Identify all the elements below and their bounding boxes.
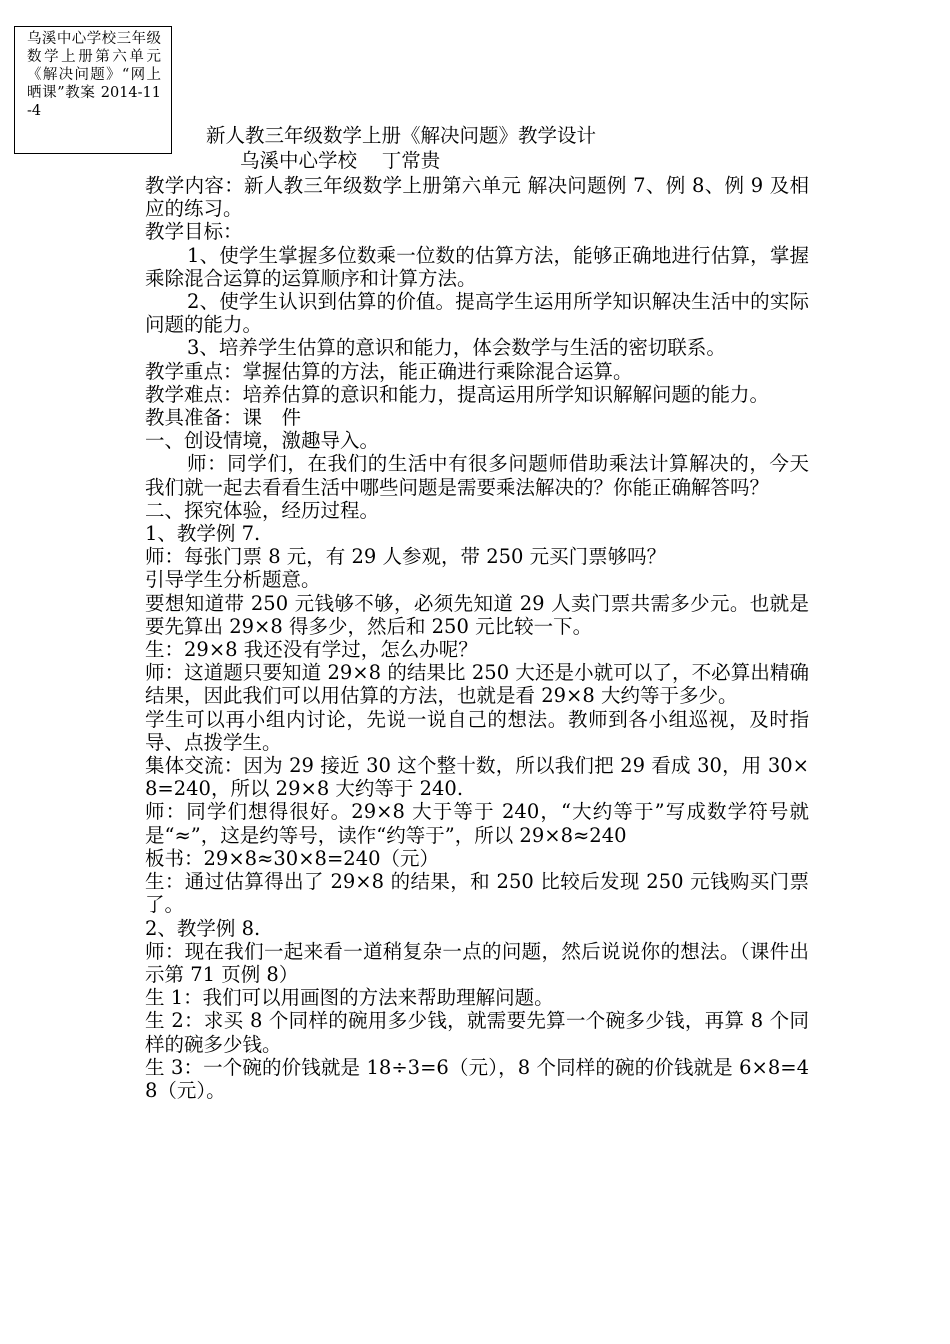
- body-paragraph: 生：通过估算得出了 29×8 的结果，和 250 比较后发现 250 元钱购买门票了。: [145, 870, 809, 917]
- body-paragraph: 教学重点：掌握估算的方法，能正确进行乘除混合运算。: [145, 359, 633, 383]
- document-author: 乌溪中心学校 丁常贵: [240, 149, 441, 172]
- body-paragraph: 教学目标：: [145, 220, 243, 244]
- body-paragraph: 师：同学们想得很好。29×8 大于等于 240，“大约等于”写成数学符号就是“≈”，这是约等号，读作“约等于”，所以 29×8≈240: [145, 800, 809, 847]
- body-paragraph: 师：这道题只要知道 29×8 的结果比 250 大还是小就可以了，不必算出精确结果，因此我们可以用估算的方法，也就是看 29×8 大约等于多少。: [145, 661, 809, 708]
- body-paragraph: 集体交流：因为 29 接近 30 这个整十数，所以我们把 29 看成 30，用 30×8=240，所以 29×8 大约等于 240.: [145, 754, 809, 801]
- body-paragraph: 教具准备：课 件: [145, 406, 302, 430]
- body-paragraph: 3、培养学生估算的意识和能力，体会数学与生活的密切联系。: [187, 336, 726, 360]
- body-paragraph: 师：同学们，在我们的生活中有很多问题师借助乘法计算解决的，今天我们就一起去看看生活中哪些问题是需要乘法解决的？你能正确解答吗？: [145, 452, 809, 499]
- document-body: [145, 174, 809, 1102]
- body-paragraph: 师：现在我们一起来看一道稍复杂一点的问题，然后说说你的想法。（课件出示第 71 页例 8）: [145, 939, 809, 986]
- body-paragraph: 板书：29×8≈30×8=240（元）: [145, 846, 440, 870]
- header-note-box: 乌溪中心学校三年级数学上册第六单元《解决问题》“网上晒课”教案 2014-11-4: [14, 26, 172, 154]
- body-paragraph: 一、创设情境，激趣导入。: [145, 429, 380, 453]
- body-paragraph: 2、使学生认识到估算的价值。提高学生运用所学知识解决生活中的实际问题的能力。: [145, 290, 809, 337]
- body-paragraph: 生 2：求买 8 个同样的碗用多少钱，就需要先算一个碗多少钱，再算 8 个同样的碗多少钱。: [145, 1009, 809, 1056]
- document-title: 新人教三年级数学上册《解决问题》教学设计: [206, 124, 597, 147]
- body-paragraph: 生：29×8 我还没有学过，怎么办呢？: [145, 638, 478, 662]
- body-paragraph: 师：每张门票 8 元，有 29 人参观，带 250 元买门票够吗？: [145, 545, 667, 569]
- body-paragraph: 教学难点：培养估算的意识和能力，提高运用所学知识解解问题的能力。: [145, 382, 770, 406]
- body-paragraph: 学生可以再小组内讨论，先说一说自己的想法。教师到各小组巡视，及时指导、点拨学生。: [145, 707, 809, 754]
- body-paragraph: 二、探究体验，经历过程。: [145, 498, 380, 522]
- body-paragraph: 生 1：我们可以用画图的方法来帮助理解问题。: [145, 986, 554, 1010]
- body-paragraph: 1、教学例 7.: [145, 522, 261, 546]
- body-paragraph: 2、教学例 8.: [145, 916, 261, 940]
- body-paragraph: 1、使学生掌握多位数乘一位数的估算方法，能够正确地进行估算，掌握乘除混合运算的运算顺序和计算方法。: [145, 243, 809, 290]
- body-paragraph: 引导学生分析题意。: [145, 568, 321, 592]
- body-paragraph: 生 3：一个碗的价钱就是 18÷3=6（元），8 个同样的碗的价钱就是 6×8=48（元）。: [145, 1055, 809, 1102]
- body-paragraph: 要想知道带 250 元钱够不够，必须先知道 29 人卖门票共需多少元。也就是要先算出 29×8 得多少，然后和 250 元比较一下。: [145, 591, 809, 638]
- body-paragraph: 教学内容：新人教三年级数学上册第六单元 解决问题例 7、例 8、例 9 及相应的练习。: [145, 174, 809, 221]
